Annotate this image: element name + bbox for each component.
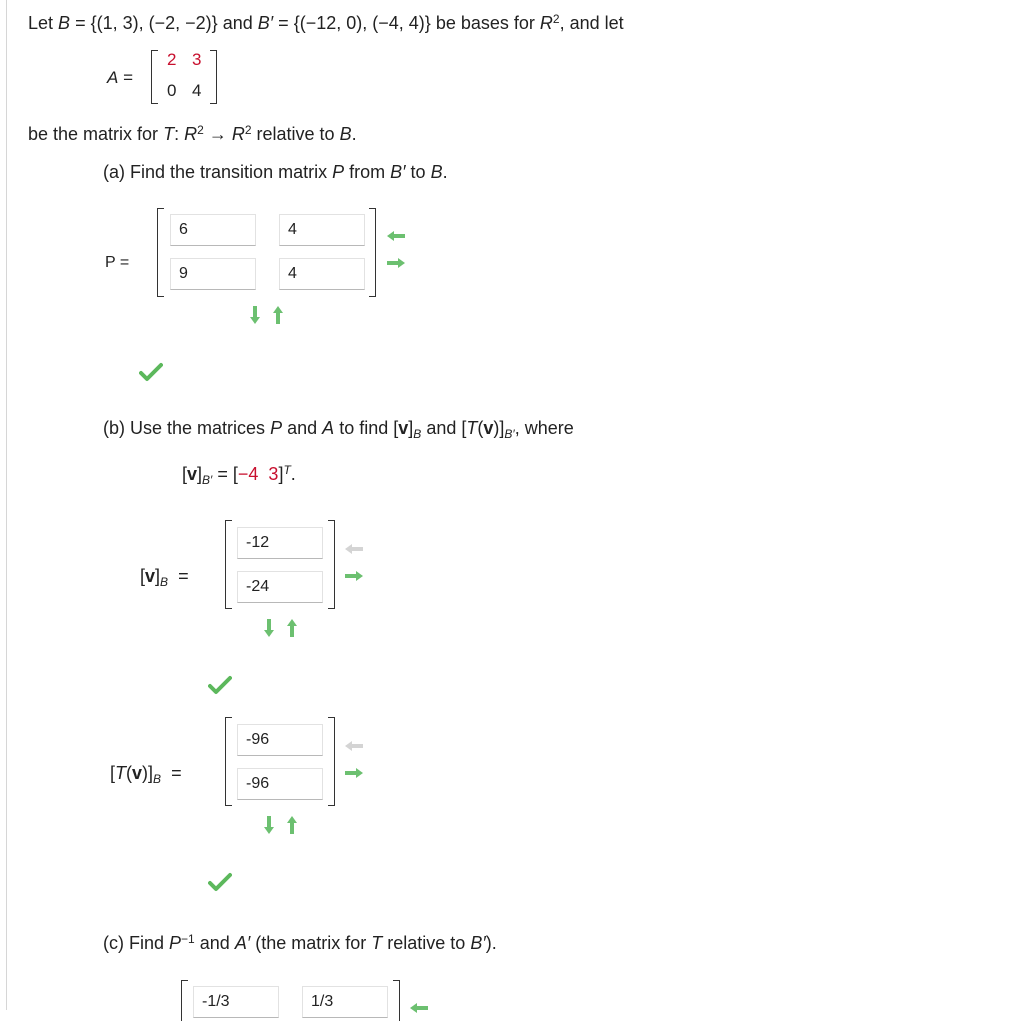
P-label: P =: [105, 254, 130, 271]
A-cell-22: 4: [192, 81, 202, 100]
vB-input-2[interactable]: [237, 571, 323, 603]
vB-bracket-left: [225, 520, 232, 609]
part-b-and: and: [287, 418, 318, 438]
sentence-R1: R: [184, 124, 198, 144]
part-c-prompt: [103, 933, 497, 954]
part-c-T: T: [371, 933, 383, 953]
intro-let: Let: [28, 13, 54, 33]
part-c-mid: (the matrix for: [255, 933, 367, 953]
part-c-end: ).: [485, 933, 497, 953]
part-b-B-sub: B: [413, 427, 422, 441]
part-b-Bprime-sub: B′: [504, 427, 515, 441]
intro-line: [28, 13, 624, 34]
part-a-prompt: [103, 162, 448, 183]
vB-input-1[interactable]: [237, 527, 323, 559]
given-v-Bprime: $[v]_{B'} = [-4$ 3]$^T$.: [182, 463, 296, 487]
sentence-T: T: [163, 124, 175, 144]
page-left-border: [6, 0, 7, 1010]
P-bracket-right: [369, 208, 376, 297]
part-b-A: A: [322, 418, 335, 438]
intro-R-exp: 2: [552, 12, 560, 26]
vB-add-row-arrow-icon[interactable]: [263, 618, 275, 638]
TvB-label-sub: B: [153, 772, 162, 786]
sentence-colon: :: [174, 124, 180, 144]
given-v-sub: B′: [202, 473, 213, 487]
vB-correct-check-icon: [208, 675, 232, 695]
TvB-label-eq: =: [171, 763, 182, 783]
part-a-from: from: [349, 162, 386, 182]
P-input-12[interactable]: [279, 214, 365, 246]
vB-remove-row-arrow-icon[interactable]: [286, 618, 298, 638]
vB-remove-column-arrow-icon: [344, 543, 364, 555]
part-a-P: P: [332, 162, 345, 182]
TvB-input-2[interactable]: [237, 768, 323, 800]
TvB-remove-column-arrow-icon: [344, 740, 364, 752]
transformation-sentence: [28, 124, 357, 145]
vB-bracket-right: [328, 520, 335, 609]
P-input-21[interactable]: [170, 258, 256, 290]
P-add-column-arrow-icon[interactable]: [386, 257, 406, 269]
part-a-pre: (a) Find the transition matrix: [103, 162, 328, 182]
A-symbol: A: [107, 68, 119, 87]
sentence-post: relative to: [256, 124, 335, 144]
TvB-label: $[T(v)]_B$ =: [110, 763, 182, 786]
A-cell-12: 3: [192, 50, 202, 69]
vB-label: $[v]_B$ =: [140, 566, 189, 589]
TvB-correct-check-icon: [208, 872, 232, 892]
P-input-22[interactable]: [279, 258, 365, 290]
P-input-11[interactable]: [170, 214, 256, 246]
vB-label-v: v: [145, 566, 156, 586]
sentence-B: B: [339, 124, 352, 144]
A-cell-21: 0: [167, 81, 177, 100]
TvB-add-column-arrow-icon[interactable]: [344, 767, 364, 779]
A-label: [107, 68, 133, 88]
given-transpose: T: [283, 463, 291, 477]
Pinv-bracket-left: [181, 980, 188, 1021]
P-bracket-left: [157, 208, 164, 297]
sentence-R1-exp: 2: [197, 123, 204, 137]
part-b-prompt: (b) Use the matrices P and A to find $[v]_B$ and $[T(v)]_{B'}$, where: [103, 418, 574, 441]
part-b-where: , where: [514, 418, 574, 438]
sentence-R2: R: [231, 124, 245, 144]
intro-B: B: [58, 13, 71, 33]
TvB-label-T: T: [115, 763, 127, 783]
P-add-row-arrow-icon[interactable]: [249, 305, 261, 325]
vB-label-sub: B: [160, 575, 169, 589]
maps-to-arrow: →: [208, 124, 227, 144]
TvB-bracket-right: [328, 717, 335, 806]
part-b-P: P: [270, 418, 283, 438]
Pinv-input-11[interactable]: [193, 986, 279, 1018]
basis-B: {(1, 3), (−2, −2)}: [90, 13, 218, 33]
intro-R: R: [539, 13, 553, 33]
sentence-pre: be the matrix for: [28, 124, 159, 144]
part-b-pre: (b) Use the matrices: [103, 418, 266, 438]
part-c-pre: (c) Find: [103, 933, 165, 953]
A-bracket-left: [151, 50, 158, 104]
intro-and-let: , and let: [559, 13, 624, 33]
TvB-remove-row-arrow-icon[interactable]: [286, 815, 298, 835]
part-b-v: v: [398, 418, 409, 438]
vB-label-eq: =: [178, 566, 189, 586]
intro-eq-2: =: [278, 13, 289, 33]
P-remove-row-arrow-icon[interactable]: [272, 305, 284, 325]
part-b-v2: v: [483, 418, 494, 438]
part-a-dot: .: [442, 162, 448, 182]
intro-be-bases: be bases for: [435, 13, 535, 33]
part-b-T: T: [466, 418, 478, 438]
sentence-R2-exp: 2: [244, 123, 252, 137]
A-cell-11: 2: [167, 50, 177, 69]
part-c-rel: relative to: [387, 933, 466, 953]
Pinv-input-12[interactable]: [302, 986, 388, 1018]
given-eq: =: [217, 464, 228, 484]
given-val-1: −4: [237, 464, 259, 484]
TvB-bracket-left: [225, 717, 232, 806]
intro-Bprime: B′: [257, 13, 274, 33]
sentence-dot: .: [351, 124, 357, 144]
A-bracket-right: [210, 50, 217, 104]
part-a-to: to: [410, 162, 426, 182]
given-v: v: [187, 464, 198, 484]
vB-add-column-arrow-icon[interactable]: [344, 570, 364, 582]
TvB-label-v: v: [132, 763, 143, 783]
part-c-and: and: [199, 933, 230, 953]
part-b-to-find: to find: [339, 418, 389, 438]
basis-Bprime: {(−12, 0), (−4, 4)}: [293, 13, 431, 33]
part-c-Bprime: B′: [470, 933, 486, 953]
Pinv-remove-column-arrow-icon[interactable]: [409, 1002, 429, 1014]
given-val-2: 3: [268, 464, 279, 484]
intro-eq: =: [75, 13, 86, 33]
Pinv-bracket-right: [393, 980, 400, 1021]
TvB-input-1[interactable]: [237, 724, 323, 756]
P-remove-column-arrow-icon[interactable]: [386, 230, 406, 242]
intro-and: and: [222, 13, 253, 33]
part-a-B: B: [430, 162, 443, 182]
part-b-and2: and: [426, 418, 457, 438]
A-eq: =: [123, 68, 134, 87]
part-a-Bprime: B′: [390, 162, 406, 182]
part-c-P: P: [169, 933, 182, 953]
part-c-Aprime: A′: [234, 933, 251, 953]
part-c-inv: −1: [181, 932, 195, 946]
TvB-add-row-arrow-icon[interactable]: [263, 815, 275, 835]
part-a-correct-check-icon: [139, 362, 163, 382]
